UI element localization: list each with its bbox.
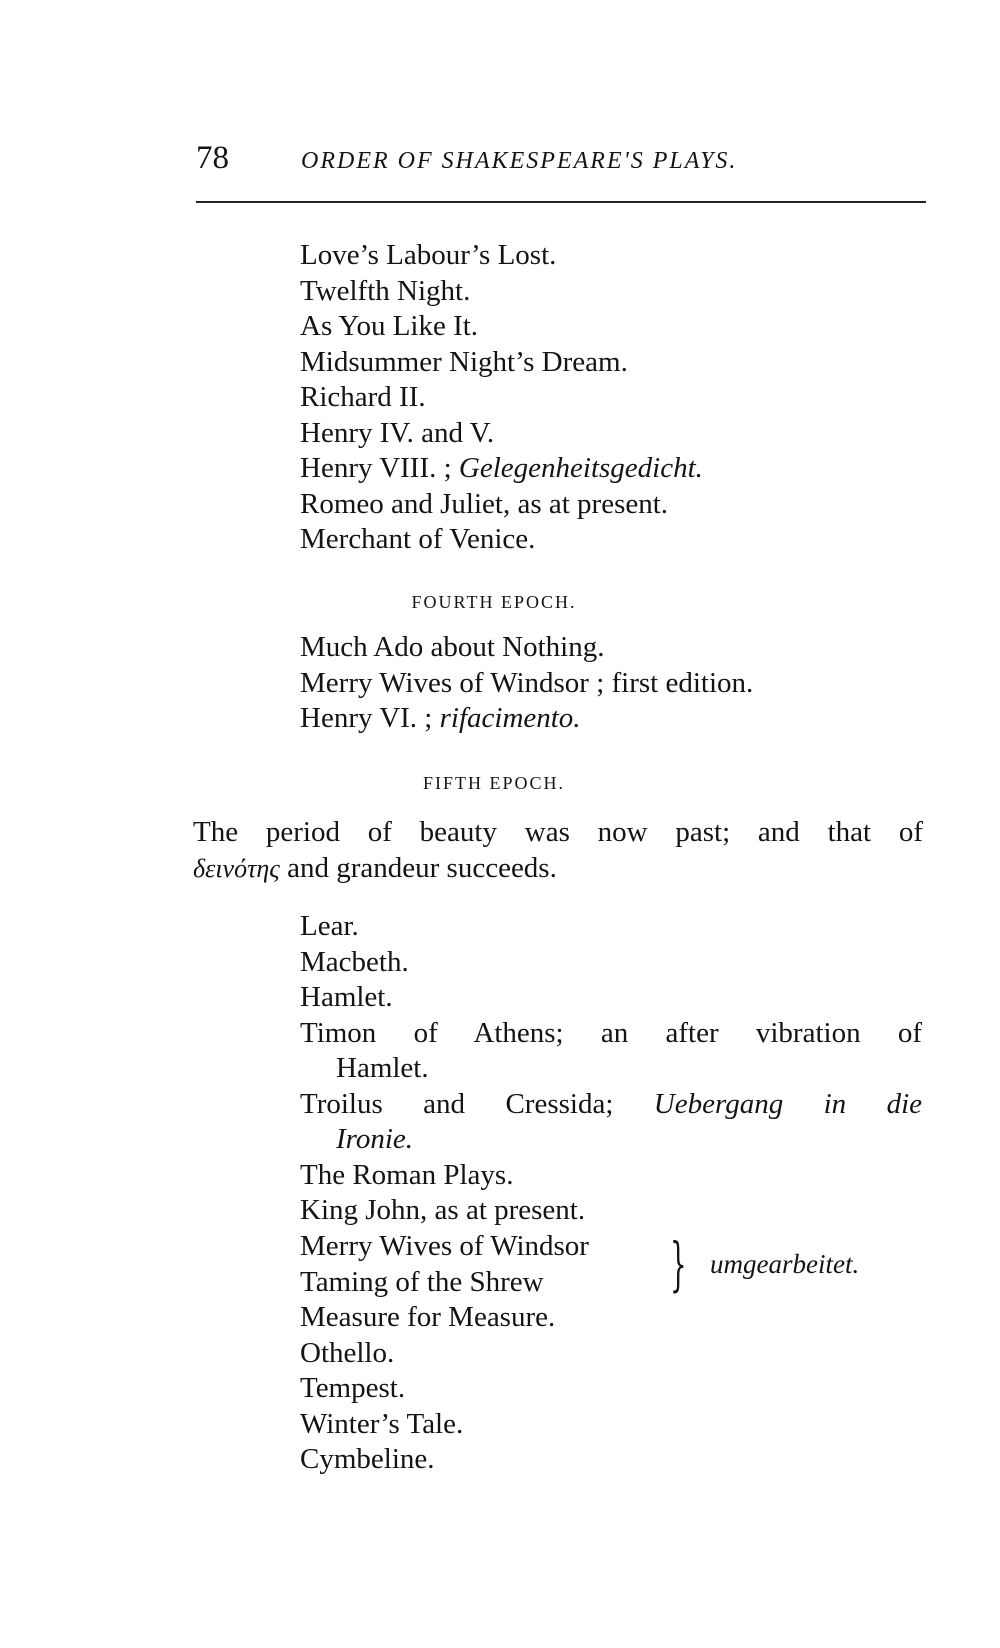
play-item: Merry Wives of Windsor bbox=[300, 1230, 589, 1262]
play-item: Merry Wives of Windsor ; first edition. bbox=[300, 666, 754, 699]
play-item: Twelfth Night. bbox=[300, 274, 471, 307]
play-item: King John, as at present. bbox=[300, 1194, 586, 1226]
play-item: Tempest. bbox=[300, 1372, 406, 1404]
fifth-epoch-heading: FIFTH EPOCH. bbox=[422, 773, 566, 793]
fourth-epoch-heading: FOURTH EPOCH. bbox=[411, 592, 577, 612]
play-item: The Roman Plays. bbox=[300, 1158, 514, 1191]
play-item-troilus bbox=[300, 1087, 922, 1123]
play-item: Henry IV. and V. bbox=[300, 416, 495, 449]
play-item: Lear. bbox=[300, 910, 359, 942]
play-item: Love’s Labour’s Lost. bbox=[300, 239, 557, 271]
play-item: Cymbeline. bbox=[300, 1443, 435, 1475]
play-item: Merchant of Venice. bbox=[300, 523, 536, 555]
play-item: Taming of the Shrew bbox=[300, 1265, 544, 1298]
brace-group bbox=[300, 1229, 860, 1300]
play-item: Much Ado about Nothing. bbox=[300, 631, 605, 663]
play-item: Othello. bbox=[300, 1336, 395, 1369]
paragraph-line: The period of beauty was now past; and that of bbox=[193, 816, 923, 848]
play-item: Midsummer Night’s Dream. bbox=[300, 345, 628, 378]
curly-brace-icon: } bbox=[670, 1230, 687, 1298]
play-item-henry-viii bbox=[300, 451, 703, 487]
page-number: 78 bbox=[196, 140, 229, 176]
play-title: Henry VIII. ; bbox=[300, 452, 452, 484]
fifth-epoch-list bbox=[300, 909, 922, 1229]
play-title: Henry VI. ; bbox=[300, 702, 433, 734]
play-item: Winter’s Tale. bbox=[300, 1407, 464, 1440]
fifth-epoch-list-end bbox=[300, 1300, 555, 1478]
play-note: Gelegenheitsgedicht. bbox=[458, 452, 703, 484]
play-item-henry-vi bbox=[300, 701, 753, 737]
running-title: ORDER OF SHAKESPEARE'S PLAYS. bbox=[301, 148, 738, 174]
page-header bbox=[196, 140, 926, 180]
play-item: Macbeth. bbox=[300, 945, 409, 978]
paragraph-line: and grandeur succeeds. bbox=[279, 851, 557, 884]
play-item-continuation: Hamlet. bbox=[336, 1052, 429, 1084]
play-item: Measure for Measure. bbox=[300, 1301, 556, 1333]
play-item-continuation bbox=[300, 1122, 922, 1158]
play-item: Richard II. bbox=[300, 381, 426, 413]
play-note: rifacimento. bbox=[439, 702, 581, 734]
play-note: Uebergang in die bbox=[653, 1087, 922, 1120]
brace-note: umgearbeitet. bbox=[710, 1249, 860, 1279]
fourth-epoch-list bbox=[300, 630, 753, 737]
play-note: Ironie. bbox=[336, 1123, 414, 1155]
play-item: As You Like It. bbox=[300, 310, 479, 342]
play-item: Hamlet. bbox=[300, 981, 393, 1013]
fifth-epoch-paragraph bbox=[193, 815, 923, 886]
play-item-timon: Timon of Athens; an after vibration of bbox=[300, 1016, 922, 1049]
greek-word: δεινότης bbox=[193, 853, 280, 883]
header-rule bbox=[196, 201, 926, 203]
play-title: Troilus and Cressida; bbox=[300, 1087, 614, 1120]
play-item: Romeo and Juliet, as at present. bbox=[300, 487, 669, 520]
third-epoch-list bbox=[300, 238, 703, 558]
